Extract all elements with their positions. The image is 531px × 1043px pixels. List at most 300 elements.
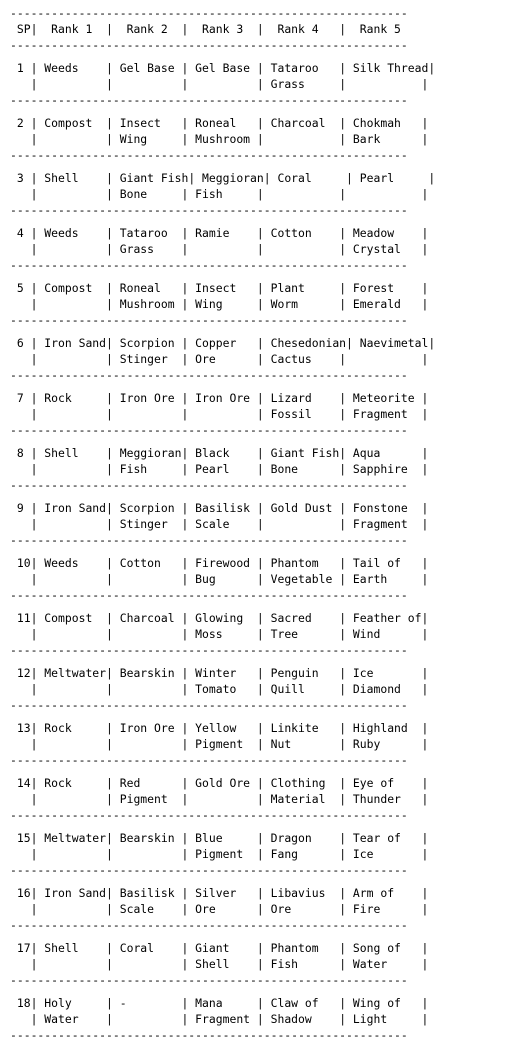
column-divider: | — [30, 737, 38, 751]
column-divider: | — [256, 902, 264, 916]
row-spacer — [10, 53, 531, 60]
column-divider: | — [106, 22, 113, 36]
table-cell — [37, 77, 106, 91]
column-divider: | — [181, 996, 189, 1010]
column-divider: | — [421, 737, 429, 751]
table-cell: Silver — [188, 886, 257, 900]
table-cell: 13 — [10, 721, 31, 735]
column-divider: | — [181, 462, 189, 476]
row-separator: ---------------------------------------------------------- — [10, 753, 408, 767]
table-cell: Ore — [188, 902, 257, 916]
table-cell: Wind — [346, 627, 422, 641]
table-row-line — [10, 445, 531, 461]
column-divider: | — [181, 572, 189, 586]
table-cell — [10, 242, 31, 256]
column-divider: | — [30, 957, 38, 971]
header-row — [10, 21, 531, 37]
table-cell: Eye of — [346, 776, 422, 790]
column-divider: | — [181, 391, 189, 405]
column-divider: | — [421, 446, 429, 460]
table-cell: Iron Ore — [112, 391, 182, 405]
table-cell: Charcoal — [112, 611, 182, 625]
table-cell — [10, 572, 31, 586]
table-cell: Feather of — [346, 611, 422, 625]
table-cell: Silk Thread — [346, 61, 429, 75]
column-divider: | — [421, 996, 429, 1010]
table-cell: Giant — [188, 941, 257, 955]
column-divider: | — [256, 407, 264, 421]
column-divider: | — [339, 1012, 347, 1026]
table-row-line — [10, 681, 531, 697]
table-row-line — [10, 131, 531, 147]
table-cell: Iron Sand — [37, 886, 107, 900]
table-cell: Black — [188, 446, 257, 460]
column-divider: | — [106, 666, 113, 680]
table-cell: Cotton — [263, 226, 340, 240]
column-divider: | — [106, 902, 113, 916]
column-divider: | — [421, 281, 429, 295]
table-cell: Rank 4 — [263, 22, 340, 36]
column-divider: | — [181, 847, 189, 861]
column-divider: | — [421, 776, 429, 790]
table-cell: Cotton — [112, 556, 182, 570]
table-cell — [37, 792, 106, 806]
row-separator: ---------------------------------------------------------- — [10, 423, 408, 437]
table-cell — [113, 847, 182, 861]
column-divider: | — [106, 297, 113, 311]
table-cell: Chokmah — [346, 116, 422, 130]
table-cell: Fossil — [263, 407, 340, 421]
table-cell: Rock — [37, 776, 107, 790]
table-cell: 7 — [10, 391, 31, 405]
table-cell: Tataroo — [112, 226, 182, 240]
table-cell: Shell — [37, 941, 107, 955]
column-divider: | — [256, 132, 264, 146]
column-divider: | — [30, 297, 38, 311]
column-divider: | — [339, 281, 347, 295]
table-cell: Roneal — [112, 281, 182, 295]
table-cell: Iron Sand — [37, 501, 107, 515]
column-divider: | — [256, 737, 264, 751]
row-separator: ---------------------------------------------------------- — [10, 6, 408, 20]
column-divider: | — [339, 886, 347, 900]
column-divider: | — [106, 847, 113, 861]
column-divider: | — [256, 281, 264, 295]
table-cell: Ramie — [188, 226, 257, 240]
table-cell — [37, 627, 106, 641]
column-divider: | — [181, 517, 189, 531]
table-cell: Quill — [263, 682, 340, 696]
table-cell: Tail of — [346, 556, 422, 570]
table-cell: Pigment — [112, 792, 182, 806]
column-divider: | — [256, 572, 264, 586]
table-cell: Meadow — [346, 226, 422, 240]
table-cell: Blue — [188, 831, 257, 845]
column-divider: | — [181, 941, 189, 955]
table-cell — [37, 352, 106, 366]
table-cell — [346, 77, 421, 91]
table-cell: 16 — [10, 886, 31, 900]
table-cell: Light — [346, 1012, 422, 1026]
column-divider: | — [181, 501, 189, 515]
table-cell: Compost — [37, 116, 107, 130]
column-divider: | — [421, 792, 429, 806]
row-spacer — [10, 768, 531, 775]
column-divider: | — [30, 996, 38, 1010]
table-row-line — [10, 626, 531, 642]
column-divider: | — [256, 776, 264, 790]
table-cell: Mushroom — [112, 297, 182, 311]
column-divider: | — [421, 501, 429, 515]
row-spacer — [10, 438, 531, 445]
column-divider: | — [256, 116, 264, 130]
table-cell — [113, 1012, 182, 1026]
column-divider: | — [181, 682, 189, 696]
column-divider: | — [106, 776, 113, 790]
column-divider: | — [339, 77, 347, 91]
table-cell: Winter — [188, 666, 257, 680]
column-divider: | — [30, 886, 38, 900]
column-divider: | — [106, 336, 113, 350]
row-separator: ---------------------------------------------------------- — [10, 93, 408, 107]
column-divider: | — [30, 611, 38, 625]
row-separator: ---------------------------------------------------------- — [10, 148, 408, 162]
column-divider: | — [421, 572, 429, 586]
row-spacer — [10, 603, 531, 610]
table-cell: Fragment — [346, 517, 422, 531]
table-cell: Insect — [112, 116, 182, 130]
column-divider: | — [256, 886, 264, 900]
table-cell: Clothing — [263, 776, 340, 790]
column-divider: | — [339, 572, 347, 586]
table-row-line — [10, 775, 531, 791]
table-cell — [346, 187, 421, 201]
column-divider: | — [106, 446, 113, 460]
column-divider: | — [339, 501, 347, 515]
column-divider: | — [428, 171, 436, 185]
column-divider: | — [181, 446, 189, 460]
column-divider: | — [421, 132, 429, 146]
table-cell: Water — [346, 957, 422, 971]
table-cell — [10, 77, 31, 91]
table-row-line — [10, 390, 531, 406]
table-cell: Fragment — [346, 407, 422, 421]
table-row-line — [10, 901, 531, 917]
column-divider: | — [256, 22, 264, 36]
table-cell — [37, 682, 106, 696]
column-divider: | — [181, 792, 189, 806]
table-cell — [37, 187, 106, 201]
table-cell: Gel Base — [188, 61, 257, 75]
column-divider: | — [106, 77, 113, 91]
table-cell: 2 — [10, 116, 31, 130]
table-cell: 17 — [10, 941, 31, 955]
table-cell: Ice — [346, 666, 422, 680]
table-cell: Red — [112, 776, 182, 790]
table-cell: Meteorite — [346, 391, 422, 405]
column-divider: | — [421, 831, 429, 845]
column-divider: | — [346, 171, 353, 185]
row-spacer — [10, 493, 531, 500]
column-divider: | — [181, 886, 189, 900]
column-divider: | — [339, 957, 347, 971]
column-divider: | — [428, 61, 436, 75]
column-divider: | — [256, 666, 264, 680]
table-cell: Charcoal — [263, 116, 340, 130]
table-cell: Scale — [112, 902, 182, 916]
column-divider: | — [106, 792, 113, 806]
table-row-line — [10, 940, 531, 956]
row-separator: ---------------------------------------------------------- — [10, 478, 408, 492]
table-cell: Iron Ore — [188, 391, 257, 405]
column-divider: | — [106, 886, 113, 900]
table-cell: Sapphire — [346, 462, 422, 476]
column-divider: | — [106, 1012, 113, 1026]
table-cell: Chesedonian — [263, 336, 347, 350]
table-cell: Wing of — [346, 996, 422, 1010]
table-cell: Fish — [112, 462, 182, 476]
table-cell: Compost — [37, 611, 107, 625]
column-divider: | — [339, 847, 347, 861]
table-cell: Thunder — [346, 792, 422, 806]
column-divider: | — [181, 776, 189, 790]
column-divider: | — [339, 242, 347, 256]
table-row-line — [10, 225, 531, 241]
table-cell: 10 — [10, 556, 31, 570]
column-divider: | — [181, 902, 189, 916]
column-divider: | — [256, 226, 264, 240]
column-divider: | — [256, 446, 264, 460]
table-cell: Scorpion — [112, 336, 182, 350]
row-separator: ---------------------------------------------------------- — [10, 808, 408, 822]
column-divider: | — [181, 957, 189, 971]
column-divider: | — [106, 407, 113, 421]
column-divider: | — [421, 666, 429, 680]
table-cell: SP — [10, 22, 31, 36]
table-cell — [37, 572, 106, 586]
column-divider: | — [106, 737, 113, 751]
column-divider: | — [188, 171, 196, 185]
table-cell — [37, 517, 106, 531]
column-divider: | — [30, 352, 38, 366]
row-spacer — [10, 163, 531, 170]
table-cell: 11 — [10, 611, 31, 625]
table-cell — [113, 682, 182, 696]
column-divider: | — [106, 996, 113, 1010]
column-divider: | — [339, 22, 347, 36]
table-cell: Roneal — [188, 116, 257, 130]
column-divider: | — [256, 611, 264, 625]
table-cell: Shadow — [263, 1012, 340, 1026]
row-separator: ---------------------------------------------------------- — [10, 38, 408, 52]
column-divider: | — [30, 1012, 38, 1026]
table-row-line — [10, 956, 531, 972]
column-divider: | — [30, 446, 38, 460]
table-cell — [10, 682, 31, 696]
column-divider: | — [106, 352, 113, 366]
column-divider: | — [106, 226, 113, 240]
table-cell: Crystal — [346, 242, 422, 256]
column-divider: | — [339, 132, 347, 146]
table-cell: Moss — [188, 627, 257, 641]
row-separator: ---------------------------------------------------------- — [10, 698, 408, 712]
table-row-line — [10, 60, 531, 76]
column-divider: | — [181, 721, 189, 735]
table-cell: Grass — [263, 77, 340, 91]
column-divider: | — [181, 116, 189, 130]
table-cell — [37, 462, 106, 476]
column-divider: | — [256, 627, 264, 641]
column-divider: | — [106, 61, 113, 75]
table-row-line — [10, 406, 531, 422]
column-divider: | — [339, 226, 347, 240]
table-cell: 1 — [10, 61, 31, 75]
table-cell: 3 — [10, 171, 31, 185]
column-divider: | — [421, 352, 429, 366]
column-divider: | — [421, 407, 429, 421]
column-divider: | — [421, 116, 429, 130]
table-cell: Basilisk — [188, 501, 257, 515]
table-cell: Libavius — [263, 886, 340, 900]
table-cell: Fish — [263, 957, 340, 971]
row-separator: ---------------------------------------------------------- — [10, 533, 408, 547]
table-cell: Firewood — [188, 556, 257, 570]
column-divider: | — [339, 831, 347, 845]
column-divider: | — [421, 627, 429, 641]
column-divider: | — [421, 957, 429, 971]
column-divider: | — [106, 171, 113, 185]
table-cell: 14 — [10, 776, 31, 790]
column-divider: | — [339, 446, 347, 460]
table-cell: Bug — [188, 572, 257, 586]
table-cell: Rock — [37, 721, 107, 735]
table-cell: Material — [263, 792, 340, 806]
column-divider: | — [256, 1012, 264, 1026]
table-row-line — [10, 170, 531, 186]
table-cell — [37, 132, 106, 146]
column-divider: | — [256, 517, 264, 531]
table-cell: Iron Ore — [112, 721, 182, 735]
table-cell — [188, 77, 257, 91]
column-divider: | — [30, 187, 38, 201]
table-row-line — [10, 461, 531, 477]
table-cell: Forest — [346, 281, 422, 295]
column-divider: | — [256, 831, 264, 845]
column-divider: | — [181, 281, 189, 295]
table-cell: Bone — [112, 187, 182, 201]
table-cell: Ore — [188, 352, 257, 366]
column-divider: | — [30, 116, 38, 130]
table-cell: Mushroom — [188, 132, 257, 146]
table-cell: 15 — [10, 831, 31, 845]
column-divider: | — [181, 77, 189, 91]
table-cell: Meltwater — [37, 666, 107, 680]
row-spacer — [10, 713, 531, 720]
column-divider: | — [256, 682, 264, 696]
table-cell — [10, 1012, 31, 1026]
row-spacer — [10, 823, 531, 830]
table-row-line — [10, 830, 531, 846]
column-divider: | — [30, 391, 38, 405]
column-divider: | — [421, 462, 429, 476]
table-cell: Phantom — [263, 556, 340, 570]
column-divider: | — [106, 627, 113, 641]
table-cell: Pigment — [188, 737, 257, 751]
table-row-line — [10, 571, 531, 587]
column-divider: | — [30, 572, 38, 586]
table-row-line — [10, 351, 531, 367]
table-cell: Gold Dust — [263, 501, 340, 515]
row-spacer — [10, 988, 531, 995]
column-divider: | — [30, 517, 38, 531]
row-separator: ---------------------------------------------------------- — [10, 973, 408, 987]
row-separator: ---------------------------------------------------------- — [10, 313, 408, 327]
column-divider: | — [181, 22, 189, 36]
table-cell: - — [112, 996, 182, 1010]
column-divider: | — [181, 61, 189, 75]
table-cell: Meltwater — [37, 831, 107, 845]
column-divider: | — [30, 226, 38, 240]
table-cell: Worm — [263, 297, 340, 311]
table-cell: Wing — [188, 297, 257, 311]
column-divider: | — [421, 391, 429, 405]
table-cell: Fragment — [188, 1012, 257, 1026]
column-divider: | — [256, 77, 264, 91]
table-row-line — [10, 885, 531, 901]
table-cell — [264, 517, 339, 531]
column-divider: | — [421, 847, 429, 861]
column-divider: | — [339, 352, 347, 366]
column-divider: | — [106, 611, 113, 625]
column-divider: | — [30, 171, 38, 185]
table-row-line — [10, 296, 531, 312]
table-cell: Iron Sand — [37, 336, 107, 350]
table-row-line — [10, 186, 531, 202]
table-cell — [264, 242, 339, 256]
row-separator: ---------------------------------------------------------- — [10, 203, 408, 217]
column-divider: | — [30, 61, 38, 75]
table-cell: Pearl — [352, 171, 429, 185]
table-cell: Gold Ore — [188, 776, 257, 790]
column-divider: | — [30, 682, 38, 696]
column-divider: | — [30, 77, 38, 91]
table-cell — [113, 572, 182, 586]
column-divider: | — [256, 996, 264, 1010]
table-cell: Bone — [263, 462, 340, 476]
column-divider: | — [106, 116, 113, 130]
column-divider: | — [256, 187, 264, 201]
column-divider: | — [106, 941, 113, 955]
table-cell: Sacred — [263, 611, 340, 625]
table-cell: Wing — [112, 132, 182, 146]
column-divider: | — [181, 737, 189, 751]
column-divider: | — [181, 556, 189, 570]
column-divider: | — [256, 847, 264, 861]
table-cell: Aqua — [346, 446, 422, 460]
table-cell — [37, 407, 106, 421]
table-cell: Coral — [270, 171, 347, 185]
column-divider: | — [339, 61, 347, 75]
column-divider: | — [181, 187, 189, 201]
table-cell: Yellow — [188, 721, 257, 735]
table-cell: Lizard — [263, 391, 340, 405]
column-divider: | — [428, 336, 436, 350]
column-divider: | — [30, 627, 38, 641]
table-cell: Weeds — [37, 556, 107, 570]
column-divider: | — [339, 627, 347, 641]
column-divider: | — [30, 132, 38, 146]
table-cell: Weeds — [37, 61, 107, 75]
